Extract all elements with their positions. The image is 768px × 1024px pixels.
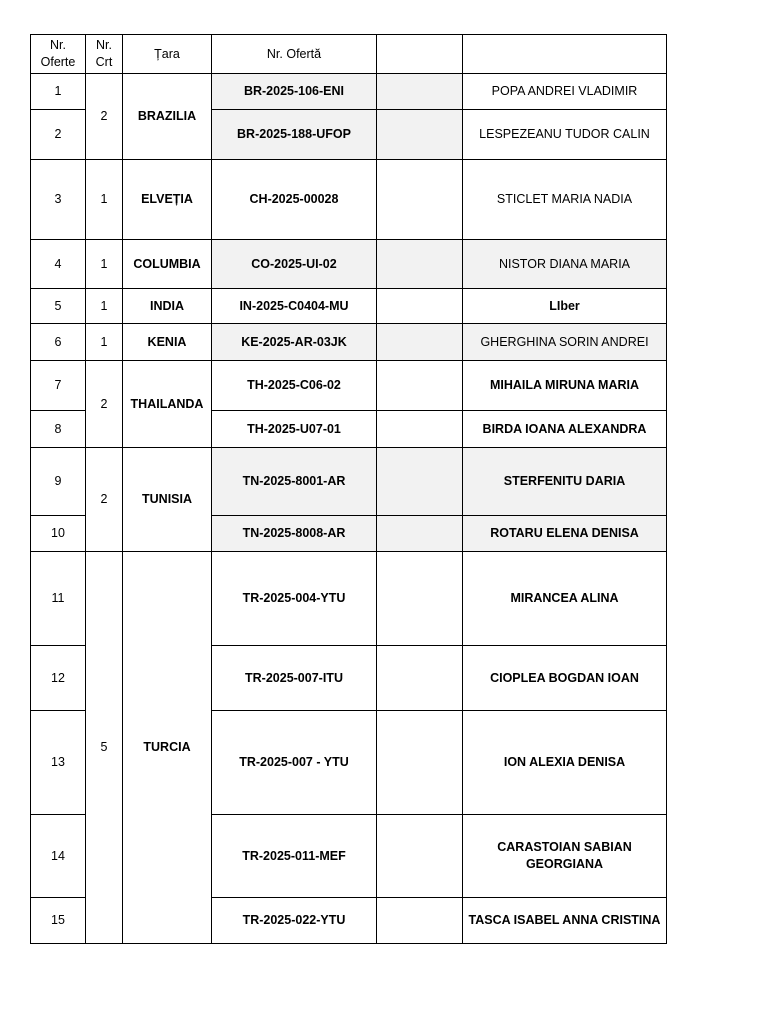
cell-name: MIHAILA MIRUNA MARIA: [463, 361, 667, 411]
cell-name: STICLET MARIA NADIA: [463, 160, 667, 240]
cell-country: INDIA: [123, 289, 212, 324]
cell-nr: 12: [31, 646, 86, 711]
cell-country: KENIA: [123, 324, 212, 361]
cell-empty: [377, 110, 463, 160]
cell-nr: 10: [31, 516, 86, 552]
header-nr-oferte: Nr. Oferte: [31, 35, 86, 74]
cell-empty: [377, 324, 463, 361]
cell-offer: TR-2025-007 - YTU: [212, 711, 377, 815]
cell-nr: 13: [31, 711, 86, 815]
cell-offer: TR-2025-022-YTU: [212, 898, 377, 944]
cell-name: GHERGHINA SORIN ANDREI: [463, 324, 667, 361]
cell-name: BIRDA IOANA ALEXANDRA: [463, 411, 667, 448]
cell-crt: 1: [86, 324, 123, 361]
header-tara: Țara: [123, 35, 212, 74]
header-empty-2: [463, 35, 667, 74]
cell-name: TASCA ISABEL ANNA CRISTINA: [463, 898, 667, 944]
cell-crt: 2: [86, 361, 123, 448]
cell-empty: [377, 448, 463, 516]
cell-empty: [377, 898, 463, 944]
cell-country: ELVEȚIA: [123, 160, 212, 240]
cell-offer: TH-2025-U07-01: [212, 411, 377, 448]
cell-empty: [377, 361, 463, 411]
cell-country: BRAZILIA: [123, 74, 212, 160]
cell-crt: 1: [86, 289, 123, 324]
cell-name: MIRANCEA ALINA: [463, 552, 667, 646]
table-row: [31, 74, 667, 110]
table-row: [31, 240, 667, 289]
cell-name: LESPEZEANU TUDOR CALIN: [463, 110, 667, 160]
cell-empty: [377, 711, 463, 815]
cell-nr: 11: [31, 552, 86, 646]
table-row: [31, 448, 667, 516]
cell-empty: [377, 516, 463, 552]
cell-offer: KE-2025-AR-03JK: [212, 324, 377, 361]
offers-table: [30, 34, 667, 944]
cell-offer: CH-2025-00028: [212, 160, 377, 240]
table-row: [31, 289, 667, 324]
cell-empty: [377, 160, 463, 240]
cell-nr: 5: [31, 289, 86, 324]
cell-offer: TR-2025-007-ITU: [212, 646, 377, 711]
cell-name: POPA ANDREI VLADIMIR: [463, 74, 667, 110]
cell-crt: 2: [86, 74, 123, 160]
cell-nr: 9: [31, 448, 86, 516]
cell-nr: 14: [31, 815, 86, 898]
cell-nr: 7: [31, 361, 86, 411]
cell-offer: TR-2025-004-YTU: [212, 552, 377, 646]
cell-offer: IN-2025-C0404-MU: [212, 289, 377, 324]
cell-offer: TR-2025-011-MEF: [212, 815, 377, 898]
cell-nr: 1: [31, 74, 86, 110]
cell-nr: 8: [31, 411, 86, 448]
cell-offer: TN-2025-8008-AR: [212, 516, 377, 552]
cell-empty: [377, 289, 463, 324]
cell-name: CIOPLEA BOGDAN IOAN: [463, 646, 667, 711]
cell-empty: [377, 646, 463, 711]
header-empty-1: [377, 35, 463, 74]
cell-offer: CO-2025-UI-02: [212, 240, 377, 289]
cell-country: COLUMBIA: [123, 240, 212, 289]
cell-nr: 15: [31, 898, 86, 944]
cell-empty: [377, 74, 463, 110]
cell-crt: 2: [86, 448, 123, 552]
cell-offer: TH-2025-C06-02: [212, 361, 377, 411]
cell-crt: 1: [86, 240, 123, 289]
cell-country: TURCIA: [123, 552, 212, 944]
table-row: [31, 324, 667, 361]
cell-offer: BR-2025-188-UFOP: [212, 110, 377, 160]
cell-name: LIber: [463, 289, 667, 324]
cell-empty: [377, 815, 463, 898]
cell-country: TUNISIA: [123, 448, 212, 552]
cell-offer: TN-2025-8001-AR: [212, 448, 377, 516]
header-nr-crt: Nr. Crt: [86, 35, 123, 74]
cell-crt: 5: [86, 552, 123, 944]
cell-nr: 6: [31, 324, 86, 361]
cell-name: CARASTOIAN SABIAN GEORGIANA: [463, 815, 667, 898]
cell-nr: 2: [31, 110, 86, 160]
cell-country: THAILANDA: [123, 361, 212, 448]
cell-crt: 1: [86, 160, 123, 240]
table-row: [31, 552, 667, 646]
table-row: [31, 361, 667, 411]
table-row: [31, 160, 667, 240]
cell-empty: [377, 240, 463, 289]
cell-name: STERFENITU DARIA: [463, 448, 667, 516]
cell-empty: [377, 552, 463, 646]
cell-nr: 3: [31, 160, 86, 240]
header-row: [31, 35, 667, 74]
cell-nr: 4: [31, 240, 86, 289]
cell-name: NISTOR DIANA MARIA: [463, 240, 667, 289]
cell-name: ION ALEXIA DENISA: [463, 711, 667, 815]
cell-offer: BR-2025-106-ENI: [212, 74, 377, 110]
cell-name: ROTARU ELENA DENISA: [463, 516, 667, 552]
cell-empty: [377, 411, 463, 448]
header-nr-oferta: Nr. Ofertă: [212, 35, 377, 74]
